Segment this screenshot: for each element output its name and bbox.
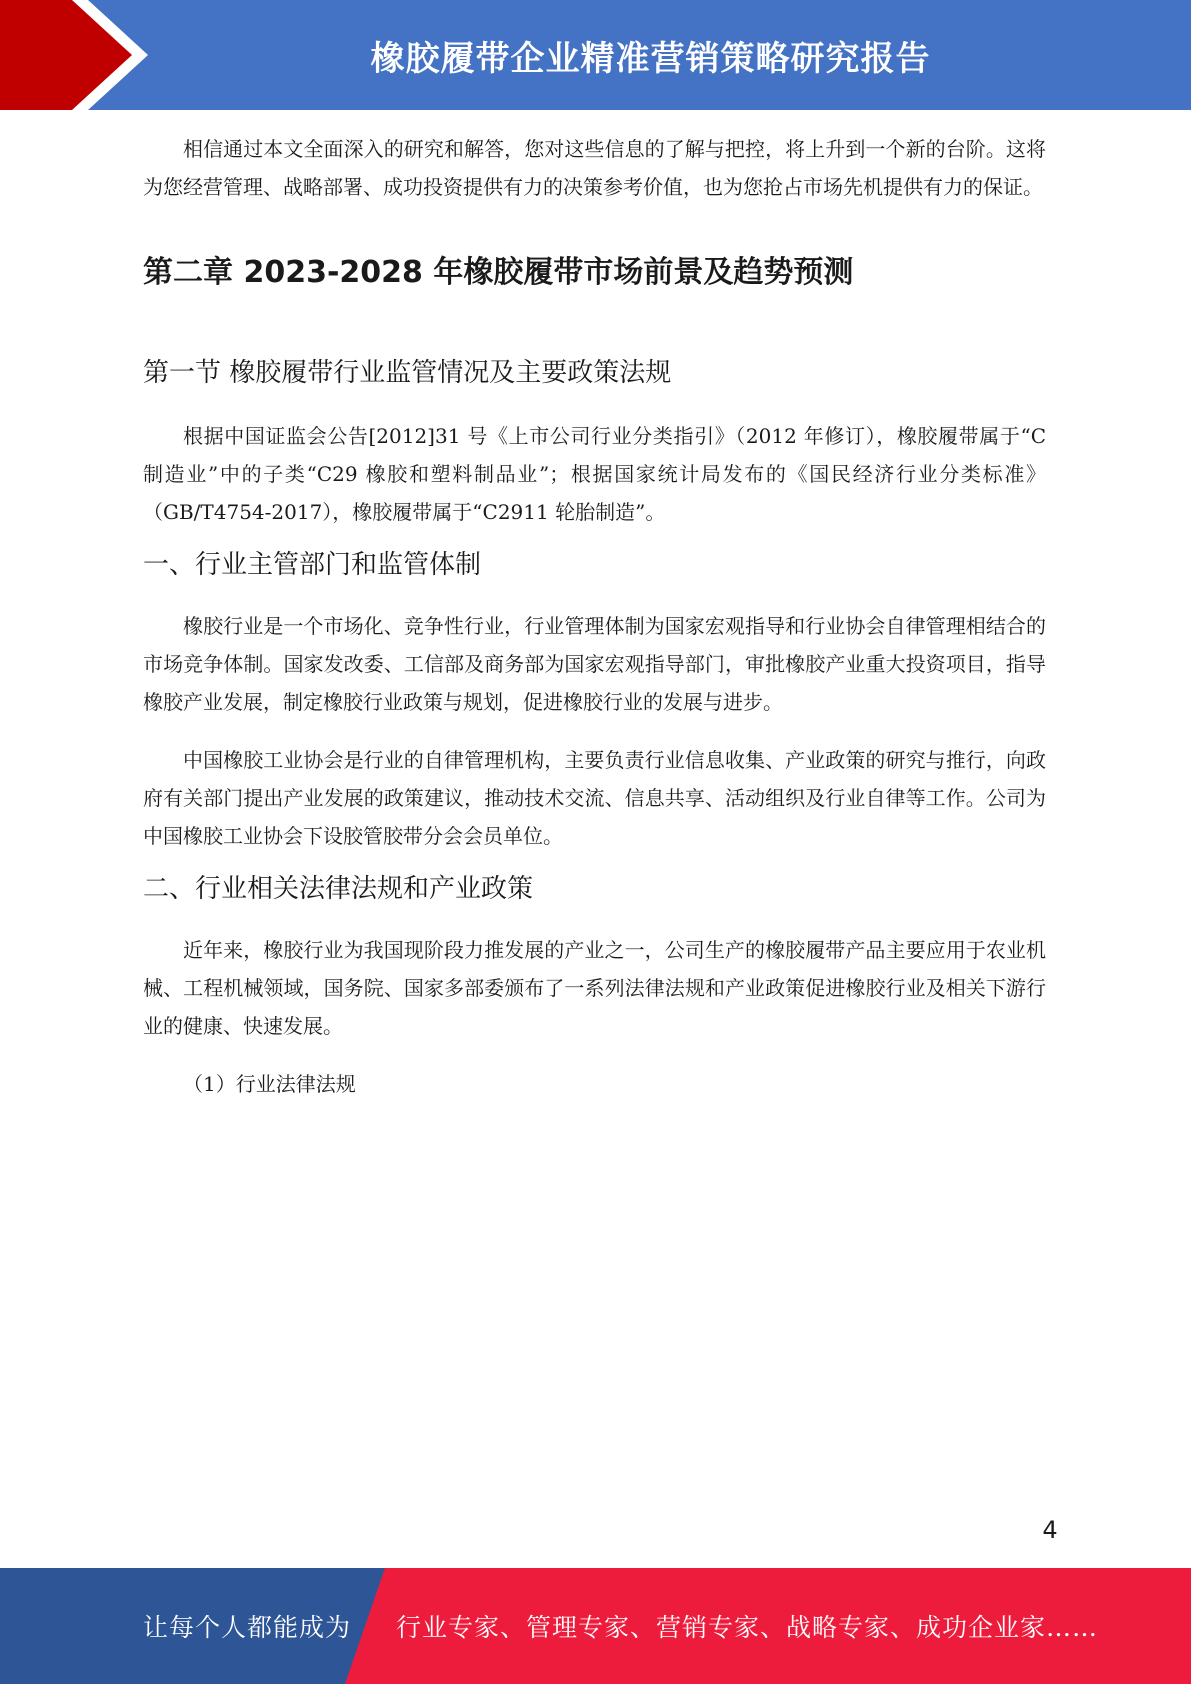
section-paragraph: 根据中国证监会公告[2012]31 号《上市公司行业分类指引》（2012 年修订），橡胶履带属于“C 制造业”中的子类“C29 橡胶和塑料制品业”；根据国家统计局发布的《国民经济行业分类标准》（GB/T4754-2017），橡胶履带属于“C2911 轮胎制造”。 xyxy=(143,424,1046,524)
page-header-banner xyxy=(0,0,1191,110)
subsection-1-paragraph-1: 橡胶行业是一个市场化、竞争性行业，行业管理体制为国家宏观指导和行业协会自律管理相结合的市场竞争体制。国家发改委、工信部及商务部为国家宏观指导部门，审批橡胶产业重大投资项目，指导橡胶产业发展，制定橡胶行业政策与规划，促进橡胶行业的发展与进步。 xyxy=(143,614,1046,714)
subsection-2-paragraph: 近年来，橡胶行业为我国现阶段力推发展的产业之一，公司生产的橡胶履带产品主要应用于农业机械、工程机械领域，国务院、国家多部委颁布了一系列法律法规和产业政策促进橡胶行业及相关下游行业的健康、快速发展。 xyxy=(143,938,1046,1038)
footer-slogan-right: 行业专家、管理专家、营销专家、战略专家、成功企业家…… xyxy=(396,1613,1099,1642)
document-body xyxy=(143,130,1046,1103)
subsection-1-paragraph-2: 中国橡胶工业协会是行业的自律管理机构，主要负责行业信息收集、产业政策的研究与推行，向政府有关部门提出产业发展的政策建议，推动技术交流、信息共享、活动组织及行业自律等工作。公司为中国橡胶工业协会下设胶管胶带分会会员单位。 xyxy=(143,748,1046,848)
page-footer-banner xyxy=(0,1568,1191,1684)
chapter-title: 第二章 2023-2028 年橡胶履带市场前景及趋势预测 xyxy=(143,255,854,290)
intro-paragraph: 相信通过本文全面深入的研究和解答，您对这些信息的了解与把控，将上升到一个新的台阶。这将为您经营管理、战略部署、成功投资提供有力的决策参考价值，也为您抢占市场先机提供有力的保证。 xyxy=(143,137,1046,199)
footer-slogan-left: 让每个人都能成为 xyxy=(143,1613,352,1642)
page-number: 4 xyxy=(1042,1516,1058,1544)
subsection-title-2: 二、行业相关法律法规和产业政策 xyxy=(143,874,534,904)
section-title: 第一节 橡胶履带行业监管情况及主要政策法规 xyxy=(143,358,672,388)
subsection-title-1: 一、行业主管部门和监管体制 xyxy=(143,550,482,580)
list-item-laws: （1）行业法律法规 xyxy=(183,1072,356,1096)
header-title: 橡胶履带企业精准营销策略研究报告 xyxy=(370,38,931,79)
header-red-arrow-icon xyxy=(0,0,160,110)
